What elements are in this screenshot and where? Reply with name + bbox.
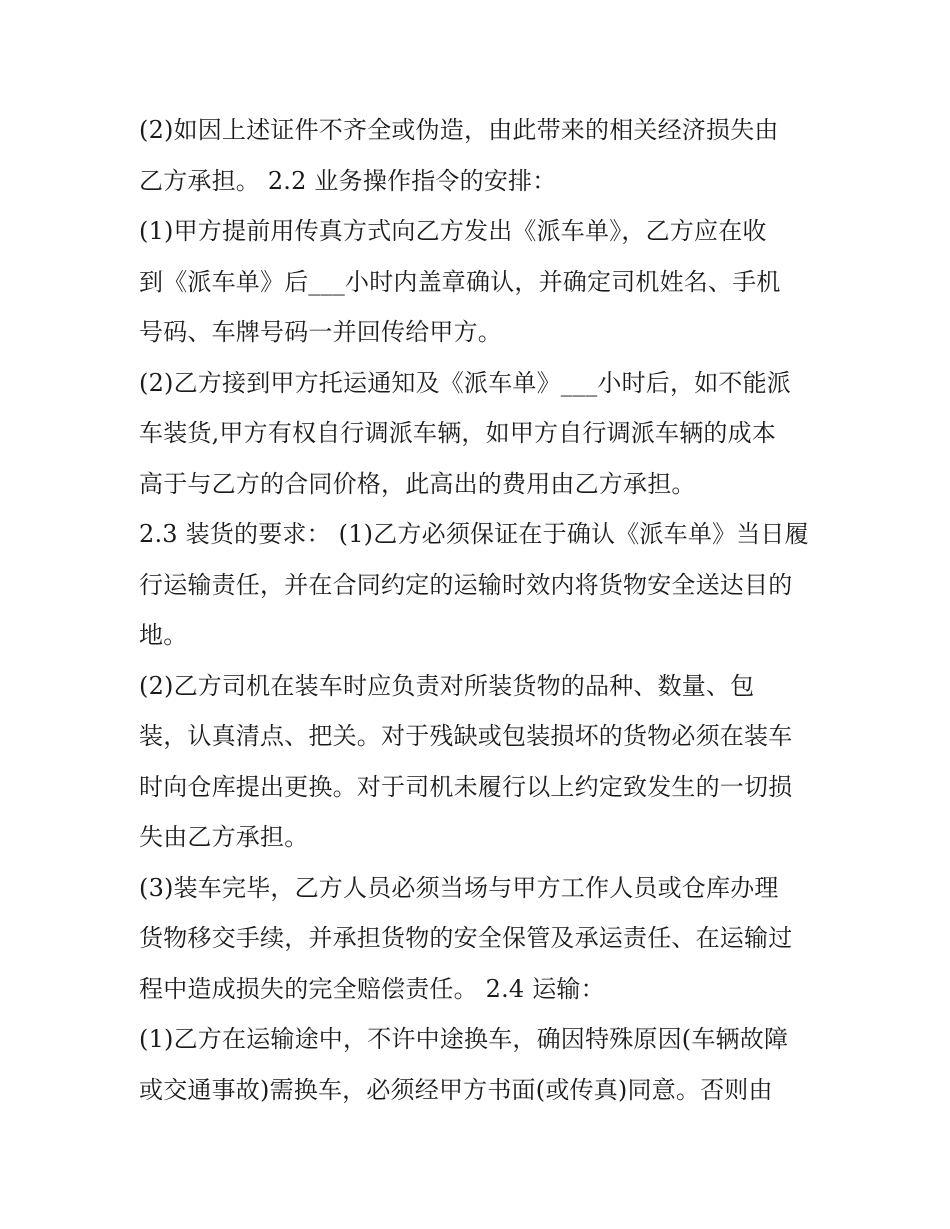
text-line-17: 货物移交手续，并承担货物的安全保管及承运责任、在运输过	[139, 924, 793, 952]
text-line-9: 2.3 装货的要求： (1)乙方必须保证在于确认《派车单》当日履	[139, 520, 809, 548]
text-line-16: (3)装车完毕，乙方人员必须当场与甲方工作人员或仓库办理	[139, 874, 779, 902]
text-line-10: 行运输责任，并在合同约定的运输时效内将货物安全送达目的	[139, 571, 793, 599]
text-line-4: 到《派车单》后___小时内盖章确认，并确定司机姓名、手机	[139, 268, 781, 296]
text-line-2: 乙方承担。 2.2 业务操作指令的安排：	[139, 167, 557, 195]
text-line-5: 号码、车牌号码一并回传给甲方。	[139, 318, 502, 346]
text-line-1: (2)如因上述证件不齐全或伪造，由此带来的相关经济损失由	[139, 116, 779, 144]
text-line-14: 时向仓库提出更换。对于司机未履行以上约定致发生的一切损	[139, 773, 793, 801]
text-line-18: 程中造成损失的完全赔偿责任。 2.4 运输：	[139, 975, 605, 1003]
text-line-7: 车装货,甲方有权自行调派车辆，如甲方自行调派车辆的成本	[139, 419, 777, 447]
text-line-11: 地。	[139, 621, 188, 649]
text-line-19: (1)乙方在运输途中，不许中途换车，确因特殊原因(车辆故障	[139, 1025, 789, 1053]
text-line-8: 高于与乙方的合同价格，此高出的费用由乙方承担。	[139, 470, 696, 498]
text-line-3: (1)甲方提前用传真方式向乙方发出《派车单》，乙方应在收	[139, 217, 767, 245]
text-line-13: 装，认真清点、把关。对于残缺或包装损坏的货物必须在装车	[139, 722, 793, 750]
text-line-6: (2)乙方接到甲方托运通知及《派车单》___小时后，如不能派	[139, 369, 791, 397]
text-line-12: (2)乙方司机在装车时应负责对所装货物的品种、数量、包	[139, 672, 755, 700]
text-line-20: 或交通事故)需换车，必须经甲方书面(或传真)同意。否则由	[139, 1076, 773, 1104]
text-line-15: 失由乙方承担。	[139, 823, 309, 851]
